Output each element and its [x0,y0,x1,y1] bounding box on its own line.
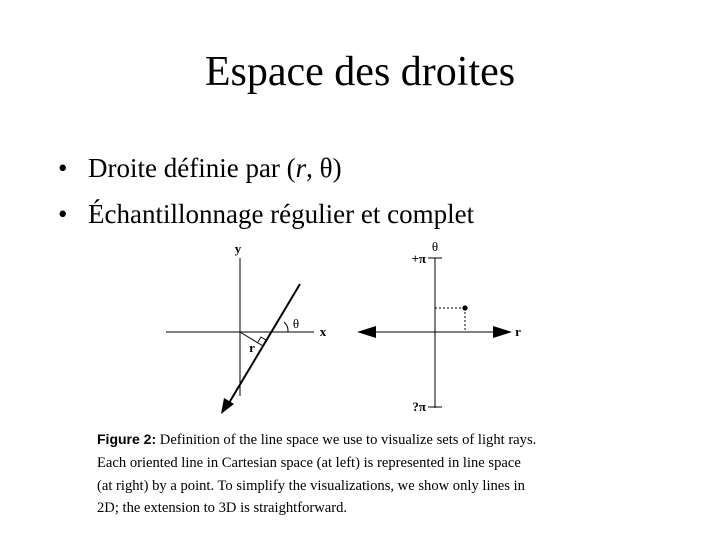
bullet-text [88,145,342,191]
theta-angle-arc [284,322,288,332]
bullet-marker: • [58,199,68,229]
caption-line: Each oriented line in Cartesian space (at left) is represented in line space [97,454,521,471]
variable-theta: θ [319,153,333,183]
cartesian-diagram [166,241,327,414]
bullet-item-line-definition [58,145,474,191]
line-space-diagram [357,239,521,414]
variable-r: r [295,153,307,183]
bullet-text-suffix: ) [332,153,342,183]
plus-pi-label: +π [411,251,426,266]
r-label: r [249,340,255,355]
bullet-item-sampling [58,191,474,237]
r-axis-left-arrowhead [357,326,376,338]
separator: , [306,153,320,183]
caption-line [97,428,617,452]
line-space-figure [150,236,550,422]
slide-title: Espace des droites [204,49,516,95]
x-axis-label: x [319,324,327,339]
caption-line: (at right) by a point. To simplify the visualizations, we show only lines in [97,477,525,494]
caption-line: 2D; the extension to 3D is straightforward. [97,500,348,517]
bullet-text-prefix: Droite définie par ( [88,153,296,183]
y-axis-label: y [234,241,242,256]
bullet-marker: • [58,153,68,183]
line-point [462,305,467,310]
theta-axis-label: θ [431,239,439,254]
bullet-list [58,145,474,237]
theta-label: θ [292,316,300,331]
r-axis-right-arrowhead [493,326,512,338]
r-axis-label: r [515,324,521,339]
figure-caption [97,428,617,520]
caption-text: Definition of the line space we use to visualize sets of light rays. [156,432,537,448]
minus-pi-label: ?π [412,399,426,414]
oriented-line-arrowhead [221,398,234,414]
caption-label: Figure 2: [97,431,157,447]
bullet-text: Échantillonnage régulier et complet [88,199,475,229]
